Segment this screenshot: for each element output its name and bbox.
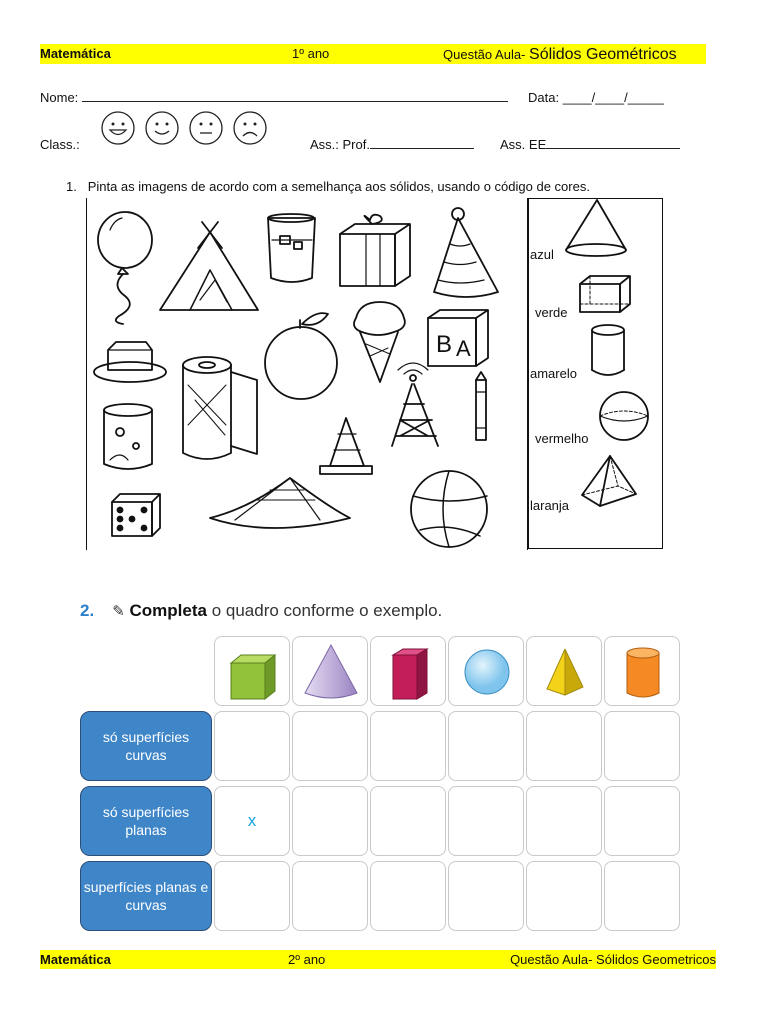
sphere-solid-icon bbox=[600, 392, 648, 440]
footer-bar bbox=[40, 950, 716, 969]
key-azul: azul bbox=[530, 247, 554, 262]
glass-icon[interactable] bbox=[268, 214, 315, 282]
answer-cell[interactable] bbox=[214, 711, 290, 781]
example-mark: x bbox=[247, 811, 257, 830]
answer-cell[interactable] bbox=[604, 861, 680, 931]
header-grade: 1º ano bbox=[292, 46, 330, 61]
answer-cell[interactable] bbox=[448, 711, 524, 781]
answer-cell[interactable] bbox=[526, 786, 602, 856]
footer-subject: Matemática bbox=[40, 952, 111, 967]
solid-cube-cell bbox=[214, 636, 290, 706]
header-subject: Matemática bbox=[40, 46, 111, 61]
question1-text: 1. Pinta as imagens de acordo com a semelhança aos sólidos, usando o código de cores. bbox=[66, 179, 590, 194]
pyramid-solid-icon bbox=[582, 456, 636, 506]
gift-box-icon[interactable] bbox=[340, 215, 410, 286]
answer-cell[interactable] bbox=[604, 711, 680, 781]
green-cube-icon bbox=[215, 637, 291, 707]
answer-cell[interactable] bbox=[526, 711, 602, 781]
key-laranja: laranja bbox=[530, 498, 570, 513]
row-curved-only: só superfícies curvas bbox=[80, 711, 212, 781]
sand-pyramid-icon[interactable] bbox=[210, 478, 350, 528]
key-verde: verde bbox=[535, 305, 568, 320]
cylinder-solid-icon bbox=[592, 325, 624, 375]
magenta-prism-icon bbox=[371, 637, 447, 707]
purple-cone-icon bbox=[293, 637, 369, 707]
answer-cell[interactable] bbox=[370, 861, 446, 931]
pencil-icon: ✎ bbox=[112, 603, 125, 620]
row-flat-and-curved: superfícies planas e curvas bbox=[80, 861, 212, 931]
date-line: Data: ____/____/_____ bbox=[528, 90, 664, 105]
class-label: Class.: bbox=[40, 137, 80, 152]
party-hat-icon[interactable] bbox=[434, 208, 498, 297]
butter-block-icon[interactable] bbox=[94, 342, 166, 382]
svg-text:A: A bbox=[456, 336, 471, 361]
orange-cylinder-icon bbox=[605, 637, 681, 707]
basketball-icon[interactable] bbox=[411, 471, 487, 547]
solid-cylinder-cell bbox=[604, 636, 680, 706]
ice-cream-cone-icon[interactable] bbox=[354, 302, 405, 382]
prof-signature-line: Ass.: Prof. bbox=[310, 137, 474, 152]
soda-can-icon[interactable] bbox=[104, 404, 152, 469]
cone-solid-icon bbox=[566, 200, 626, 256]
answer-cell[interactable] bbox=[604, 786, 680, 856]
footer-grade: 2º ano bbox=[288, 952, 326, 967]
key-vermelho: vermelho bbox=[535, 431, 589, 446]
solid-pyramid-cell bbox=[526, 636, 602, 706]
traffic-cone-icon[interactable] bbox=[320, 418, 372, 474]
date-field[interactable]: ____/____/_____ bbox=[562, 90, 664, 105]
answer-cell[interactable] bbox=[448, 786, 524, 856]
radio-tower-icon[interactable] bbox=[392, 363, 438, 446]
balloon-icon[interactable] bbox=[98, 212, 152, 324]
ee-signature-line: Ass. EE bbox=[500, 137, 680, 152]
cube-solid-icon bbox=[580, 276, 630, 312]
die-icon[interactable] bbox=[112, 494, 160, 536]
tent-icon[interactable] bbox=[160, 222, 258, 310]
header-title: Questão Aula- Sólidos Geométricos bbox=[443, 46, 677, 63]
footer-title: Questão Aula- Sólidos Geometricos bbox=[510, 952, 716, 967]
solid-sphere-cell bbox=[448, 636, 524, 706]
paper-towel-roll-icon[interactable] bbox=[183, 357, 257, 459]
solid-cone-cell bbox=[292, 636, 368, 706]
question2-title: 2. ✎ Completa o quadro conforme o exemplo. bbox=[80, 601, 443, 620]
key-amarelo: amarelo bbox=[530, 366, 577, 381]
crayon-icon[interactable] bbox=[476, 372, 486, 440]
name-line: Nome: bbox=[40, 90, 508, 105]
orange-icon[interactable] bbox=[265, 313, 337, 399]
letter-block-icon[interactable] bbox=[428, 310, 488, 366]
svg-text:B: B bbox=[436, 331, 453, 358]
row-flat-only: só superfícies planas bbox=[80, 786, 212, 856]
answer-cell[interactable] bbox=[526, 861, 602, 931]
answer-cell[interactable] bbox=[292, 786, 368, 856]
answer-cell[interactable] bbox=[292, 711, 368, 781]
answer-cell[interactable] bbox=[214, 861, 290, 931]
solid-prism-cell bbox=[370, 636, 446, 706]
answer-cell[interactable] bbox=[214, 786, 290, 856]
blue-sphere-icon bbox=[449, 637, 525, 707]
answer-cell[interactable] bbox=[370, 786, 446, 856]
yellow-pyramid-icon bbox=[527, 637, 603, 707]
answer-cell[interactable] bbox=[370, 711, 446, 781]
answer-cell[interactable] bbox=[292, 861, 368, 931]
answer-cell[interactable] bbox=[448, 861, 524, 931]
